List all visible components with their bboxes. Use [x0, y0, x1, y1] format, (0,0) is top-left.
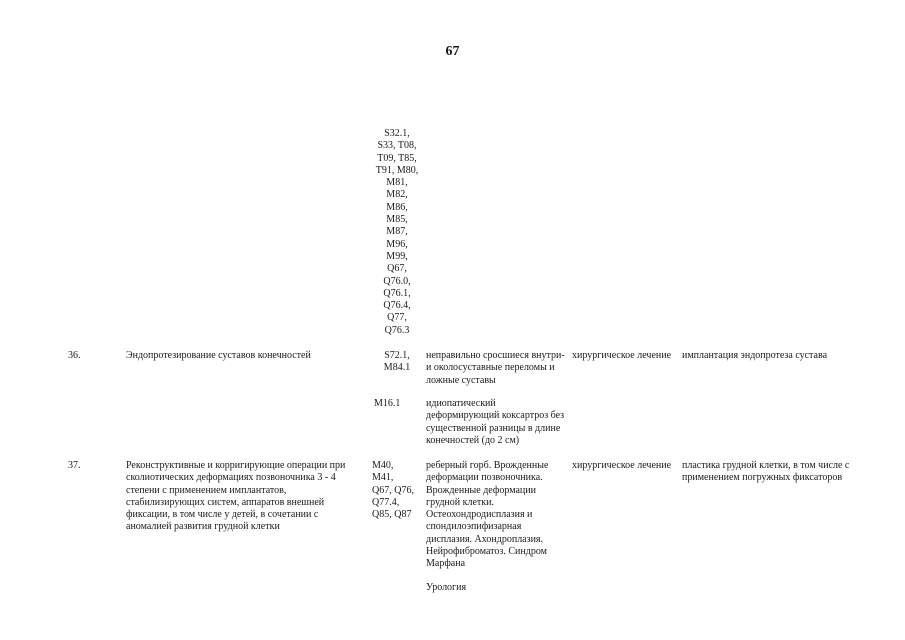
continuation-code: Q76.0,: [383, 275, 411, 287]
row-37-name: Реконструктивные и корригирующие операции при сколиотических деформациях позвоночника 3 - 4 степени с применением имплантатов, стабилизирующих систем, аппаратов внешней фиксации, в том числе у детей, в сочетании с аномалией развития грудной клетки: [126, 460, 346, 533]
row-37-model: реберный горб. Врожденные деформации позвоночника. Врожденные деформации грудной клетки. Остеохондродисплазия и спондилоэпифизарная дисплазия. Ахондроплазия. Нейрофиброматоз. Синдром Марфана: [426, 460, 549, 570]
continuation-code: M85,: [386, 214, 408, 226]
continuation-code: S32.1,: [384, 128, 410, 139]
continuation-code: Q76.4,: [383, 300, 411, 312]
continuation-code: M81,: [386, 177, 408, 189]
continuation-codes: [368, 128, 426, 337]
continuation-code: T09, T85,: [377, 152, 417, 164]
row-36-model-2: идиопатический деформирующий коксартроз без существенной разницы в длине конечностей (до 2 см): [426, 398, 565, 446]
row-36-number: 36.: [68, 350, 81, 361]
continuation-code: M96,: [386, 238, 408, 250]
row-36-name: Эндопротезирование суставов конечностей: [126, 350, 311, 361]
row-36-codes-2: M16.1: [374, 398, 401, 409]
continuation-code: M87,: [386, 226, 408, 238]
row-36-codes-1: S72.1, M84.1: [383, 350, 411, 374]
row-37-codes: M40, M41, Q67, Q76, Q77.4, Q85, Q87: [372, 460, 414, 521]
section-heading: Урология: [426, 582, 467, 593]
continuation-code: S33, T08,: [377, 140, 417, 152]
row-36-method: имплантация эндопротеза сустава: [682, 350, 828, 361]
continuation-code: Q76.3: [384, 324, 410, 336]
continuation-code: Q76.1,: [383, 287, 411, 299]
page-number: 67: [445, 44, 460, 59]
continuation-code: Q67,: [387, 263, 407, 275]
continuation-code: T91, M80,: [375, 164, 419, 176]
continuation-code: Q77,: [387, 312, 407, 324]
row-36-treatment-type: хирургическое лечение: [572, 350, 672, 361]
row-37-method: пластика грудной клетки, в том числе с применением погружных фиксаторов: [682, 460, 850, 484]
continuation-code: M82,: [386, 189, 408, 201]
continuation-code: M86,: [386, 201, 408, 213]
row-36-model-1: неправильно сросшиеся внутри- и околосуставные переломы и ложные суставы: [426, 350, 565, 386]
row-37-treatment-type: хирургическое лечение: [572, 460, 672, 471]
row-37-number: 37.: [68, 460, 81, 471]
continuation-code: M99,: [386, 250, 408, 262]
